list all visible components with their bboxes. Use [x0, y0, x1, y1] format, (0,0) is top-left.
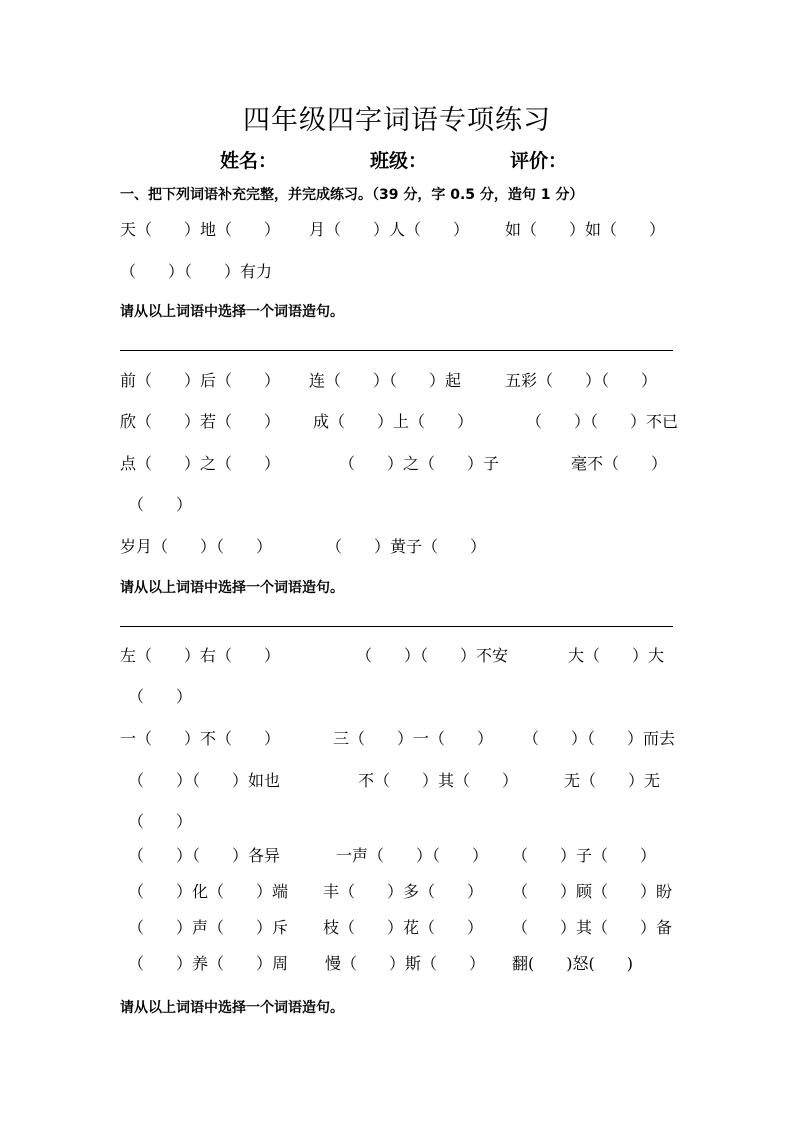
exercise-item: 翻( )怒( ) [512, 954, 633, 973]
exercise-item: 大（ ）大 [568, 646, 665, 665]
exercise-item: 天（ ）地（ ） [120, 220, 281, 239]
exercise-item: 成（ ）上（ ） [313, 412, 474, 431]
exercise-item: 三（ ）一（ ） [333, 729, 494, 748]
exercise-item: 毫不（ ） [571, 454, 668, 473]
sentence-prompt: 请从以上词语中选择一个词语造句。 [120, 304, 344, 320]
name-label: 姓名： [220, 150, 278, 172]
exercise-item: 一声（ ）（ ） [336, 846, 489, 865]
exercise-item: （ ）化（ ）端 [128, 882, 289, 901]
exercise-item: （ ）子（ ） [512, 846, 657, 865]
section-heading: 一、把下列词语补充完整，并完成练习。（39 分，字 0.5 分，造句 1 分） [120, 187, 584, 203]
exercise-item: （ ）顾（ ）盼 [512, 882, 673, 901]
exercise-item: （ ）（ ）而去 [523, 729, 676, 748]
answer-line [120, 626, 673, 627]
exercise-item: 枝（ ）花（ ） [323, 918, 484, 937]
exercise-item: 丰（ ）多（ ） [323, 882, 484, 901]
exercise-item: 如（ ）如（ ） [505, 220, 666, 239]
exercise-item: （ ） [128, 812, 193, 831]
exercise-item: （ ）黄子（ ） [326, 537, 487, 556]
exercise-item: 连（ ）（ ）起 [309, 371, 462, 390]
exercise-item: 欣（ ）若（ ） [120, 412, 281, 431]
exercise-item: （ ）（ ）如也 [128, 771, 281, 790]
exercise-item: 一（ ）不（ ） [120, 729, 281, 748]
class-label: 班级： [370, 150, 428, 172]
exercise-item: （ ）（ ）不已 [526, 412, 679, 431]
exercise-item: 月（ ）人（ ） [309, 220, 470, 239]
exercise-item: （ ）（ ）不安 [356, 646, 509, 665]
sentence-prompt: 请从以上词语中选择一个词语造句。 [120, 1000, 344, 1016]
sentence-prompt: 请从以上词语中选择一个词语造句。 [120, 580, 344, 596]
exercise-item: （ ）之（ ）子 [339, 454, 500, 473]
exercise-item: （ ）（ ）有力 [120, 262, 273, 281]
grade-label: 评价： [510, 150, 568, 172]
exercise-item: 岁月（ ）（ ） [120, 537, 273, 556]
page-title: 四年级四字词语专项练习 [243, 105, 551, 136]
exercise-item: （ ） [128, 495, 193, 514]
exercise-item: （ ）声（ ）斥 [128, 918, 289, 937]
exercise-item: 无（ ）无 [564, 771, 661, 790]
exercise-item: 五彩（ ）（ ） [505, 371, 658, 390]
exercise-item: 不（ ）其（ ） [358, 771, 519, 790]
exercise-item: （ ）（ ）各异 [128, 846, 281, 865]
exercise-item: 慢（ ）斯（ ） [325, 954, 486, 973]
exercise-item: （ ）养（ ）周 [128, 954, 289, 973]
exercise-item: （ ） [128, 687, 193, 706]
exercise-item: 左（ ）右（ ） [120, 646, 281, 665]
exercise-item: 前（ ）后（ ） [120, 371, 281, 390]
exercise-item: 点（ ）之（ ） [120, 454, 281, 473]
exercise-item: （ ）其（ ）备 [512, 918, 673, 937]
answer-line [120, 350, 673, 351]
